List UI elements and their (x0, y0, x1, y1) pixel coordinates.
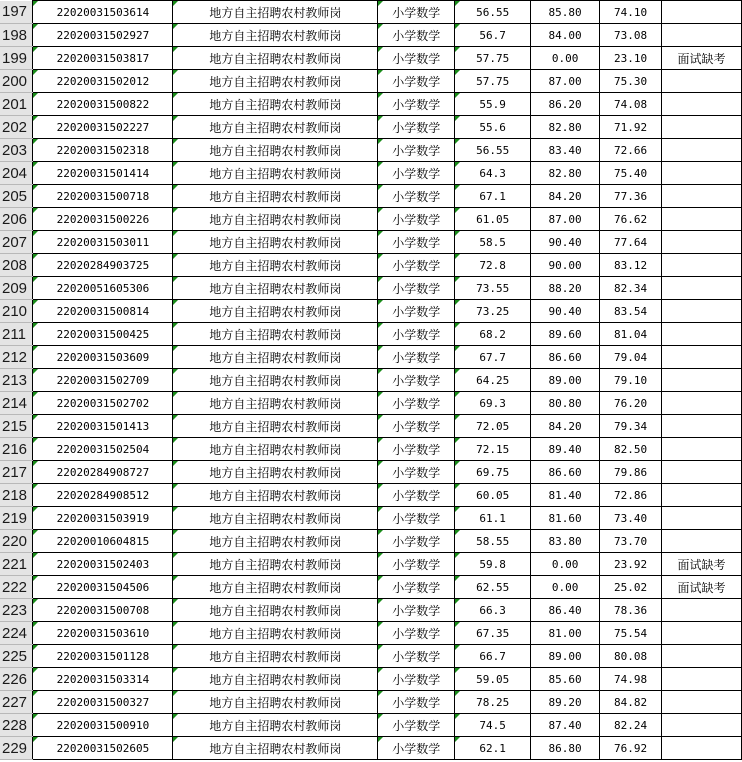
cell-note[interactable] (661, 461, 741, 484)
cell-total-score[interactable]: 84.82 (600, 691, 662, 714)
cell-note[interactable] (661, 185, 741, 208)
row-number[interactable]: 222 (0, 576, 33, 599)
cell-note[interactable] (661, 162, 741, 185)
cell-exam-id[interactable]: 22020031503817 (33, 47, 173, 70)
cell-subject[interactable]: 小学数学 (378, 369, 455, 392)
cell-interview-score[interactable]: 81.00 (531, 622, 600, 645)
cell-interview-score[interactable]: 88.20 (531, 277, 600, 300)
table-row (0, 323, 742, 346)
sheet-body (0, 1, 742, 760)
cell-exam-id[interactable]: 22020031500814 (33, 300, 173, 323)
cell-position[interactable]: 地方自主招聘农村教师岗 (173, 300, 378, 323)
table-row (0, 162, 742, 185)
cell-note[interactable] (661, 24, 741, 47)
cell-position[interactable]: 地方自主招聘农村教师岗 (173, 438, 378, 461)
cell-total-score[interactable]: 81.04 (600, 323, 662, 346)
cell-exam-id[interactable]: 22020031500425 (33, 323, 173, 346)
cell-exam-id[interactable]: 22020031503919 (33, 507, 173, 530)
cell-total-score[interactable]: 74.98 (600, 668, 662, 691)
cell-exam-id[interactable]: 22020031500226 (33, 208, 173, 231)
cell-exam-id[interactable]: 22020031502927 (33, 24, 173, 47)
cell-written-score[interactable]: 55.6 (455, 116, 531, 139)
cell-exam-id[interactable]: 22020051605306 (33, 277, 173, 300)
cell-exam-id[interactable]: 22020031501128 (33, 645, 173, 668)
table-row (0, 438, 742, 461)
cell-interview-score[interactable]: 90.40 (531, 231, 600, 254)
row-number[interactable]: 210 (0, 300, 33, 323)
cell-position[interactable]: 地方自主招聘农村教师岗 (173, 714, 378, 737)
row-number[interactable]: 225 (0, 645, 33, 668)
cell-exam-id[interactable]: 22020031502318 (33, 139, 173, 162)
cell-total-score[interactable]: 73.08 (600, 24, 662, 47)
cell-subject[interactable]: 小学数学 (378, 300, 455, 323)
table-row (0, 208, 742, 231)
row-number[interactable]: 214 (0, 392, 33, 415)
cell-position[interactable]: 地方自主招聘农村教师岗 (173, 1, 378, 24)
cell-position[interactable]: 地方自主招聘农村教师岗 (173, 231, 378, 254)
cell-written-score[interactable]: 56.7 (455, 24, 531, 47)
cell-total-score[interactable]: 79.86 (600, 461, 662, 484)
cell-note[interactable] (661, 438, 741, 461)
cell-note[interactable] (661, 93, 741, 116)
cell-interview-score[interactable]: 0.00 (531, 553, 600, 576)
row-number[interactable]: 200 (0, 70, 33, 93)
cell-interview-score[interactable]: 84.00 (531, 24, 600, 47)
cell-exam-id[interactable]: 22020031503011 (33, 231, 173, 254)
cell-position[interactable]: 地方自主招聘农村教师岗 (173, 599, 378, 622)
cell-total-score[interactable]: 77.36 (600, 185, 662, 208)
cell-interview-score[interactable]: 81.40 (531, 484, 600, 507)
table-row (0, 47, 742, 70)
cell-written-score[interactable]: 78.25 (455, 691, 531, 714)
cell-total-score[interactable]: 83.12 (600, 254, 662, 277)
cell-interview-score[interactable]: 85.80 (531, 1, 600, 24)
table-row (0, 24, 742, 47)
cell-subject[interactable]: 小学数学 (378, 24, 455, 47)
cell-written-score[interactable]: 67.1 (455, 185, 531, 208)
cell-subject[interactable]: 小学数学 (378, 668, 455, 691)
cell-total-score[interactable]: 78.36 (600, 599, 662, 622)
cell-note[interactable] (661, 691, 741, 714)
table-row (0, 484, 742, 507)
cell-total-score[interactable]: 76.62 (600, 208, 662, 231)
table-row (0, 691, 742, 714)
cell-exam-id[interactable]: 22020031501413 (33, 415, 173, 438)
cell-note[interactable] (661, 737, 741, 760)
cell-interview-score[interactable]: 86.80 (531, 737, 600, 760)
cell-subject[interactable]: 小学数学 (378, 254, 455, 277)
table-row (0, 668, 742, 691)
cell-interview-score[interactable]: 90.00 (531, 254, 600, 277)
cell-exam-id[interactable]: 22020031502702 (33, 392, 173, 415)
cell-exam-id[interactable]: 22020031500718 (33, 185, 173, 208)
table-row (0, 277, 742, 300)
table-row (0, 714, 742, 737)
table-row (0, 70, 742, 93)
cell-total-score[interactable]: 80.08 (600, 645, 662, 668)
cell-written-score[interactable]: 62.1 (455, 737, 531, 760)
cell-total-score[interactable]: 79.34 (600, 415, 662, 438)
cell-written-score[interactable]: 72.15 (455, 438, 531, 461)
cell-written-score[interactable]: 58.55 (455, 530, 531, 553)
row-number[interactable]: 205 (0, 185, 33, 208)
cell-subject[interactable]: 小学数学 (378, 714, 455, 737)
cell-note[interactable] (661, 277, 741, 300)
cell-subject[interactable]: 小学数学 (378, 461, 455, 484)
cell-interview-score[interactable]: 80.80 (531, 392, 600, 415)
row-number[interactable]: 217 (0, 461, 33, 484)
row-number[interactable]: 197 (0, 1, 33, 24)
cell-position[interactable]: 地方自主招聘农村教师岗 (173, 369, 378, 392)
cell-total-score[interactable]: 76.20 (600, 392, 662, 415)
cell-position[interactable]: 地方自主招聘农村教师岗 (173, 622, 378, 645)
cell-exam-id[interactable]: 22020031500327 (33, 691, 173, 714)
cell-interview-score[interactable]: 86.60 (531, 346, 600, 369)
cell-total-score[interactable]: 75.30 (600, 70, 662, 93)
cell-note[interactable]: 面试缺考 (661, 47, 741, 70)
cell-subject[interactable]: 小学数学 (378, 162, 455, 185)
cell-note[interactable] (661, 116, 741, 139)
cell-written-score[interactable]: 69.75 (455, 461, 531, 484)
cell-interview-score[interactable]: 84.20 (531, 185, 600, 208)
cell-total-score[interactable]: 25.02 (600, 576, 662, 599)
cell-position[interactable]: 地方自主招聘农村教师岗 (173, 323, 378, 346)
cell-interview-score[interactable]: 86.60 (531, 461, 600, 484)
row-number[interactable]: 211 (0, 323, 33, 346)
cell-position[interactable]: 地方自主招聘农村教师岗 (173, 507, 378, 530)
cell-written-score[interactable]: 73.25 (455, 300, 531, 323)
cell-note[interactable] (661, 507, 741, 530)
row-number[interactable]: 224 (0, 622, 33, 645)
cell-exam-id[interactable]: 22020031503614 (33, 1, 173, 24)
cell-subject[interactable]: 小学数学 (378, 438, 455, 461)
cell-subject[interactable]: 小学数学 (378, 691, 455, 714)
cell-written-score[interactable]: 58.5 (455, 231, 531, 254)
cell-interview-score[interactable]: 82.80 (531, 116, 600, 139)
cell-position[interactable]: 地方自主招聘农村教师岗 (173, 553, 378, 576)
table-row (0, 622, 742, 645)
cell-position[interactable]: 地方自主招聘农村教师岗 (173, 254, 378, 277)
cell-interview-score[interactable]: 83.40 (531, 139, 600, 162)
cell-position[interactable]: 地方自主招聘农村教师岗 (173, 93, 378, 116)
table-row (0, 254, 742, 277)
cell-exam-id[interactable]: 22020284908512 (33, 484, 173, 507)
cell-total-score[interactable]: 82.50 (600, 438, 662, 461)
cell-interview-score[interactable]: 81.60 (531, 507, 600, 530)
cell-position[interactable]: 地方自主招聘农村教师岗 (173, 668, 378, 691)
cell-subject[interactable]: 小学数学 (378, 622, 455, 645)
cell-exam-id[interactable]: 22020031502227 (33, 116, 173, 139)
cell-interview-score[interactable]: 0.00 (531, 47, 600, 70)
cell-position[interactable]: 地方自主招聘农村教师岗 (173, 24, 378, 47)
cell-written-score[interactable]: 66.7 (455, 645, 531, 668)
row-number[interactable]: 212 (0, 346, 33, 369)
cell-written-score[interactable]: 72.8 (455, 254, 531, 277)
table-row (0, 737, 742, 760)
cell-position[interactable]: 地方自主招聘农村教师岗 (173, 415, 378, 438)
cell-position[interactable]: 地方自主招聘农村教师岗 (173, 392, 378, 415)
cell-note[interactable] (661, 231, 741, 254)
cell-interview-score[interactable]: 87.00 (531, 70, 600, 93)
table-row (0, 300, 742, 323)
cell-exam-id[interactable]: 22020031502012 (33, 70, 173, 93)
cell-interview-score[interactable]: 87.40 (531, 714, 600, 737)
cell-written-score[interactable]: 61.05 (455, 208, 531, 231)
cell-note[interactable] (661, 1, 741, 24)
cell-written-score[interactable]: 57.75 (455, 47, 531, 70)
cell-subject[interactable]: 小学数学 (378, 415, 455, 438)
cell-note[interactable] (661, 392, 741, 415)
row-number[interactable]: 207 (0, 231, 33, 254)
cell-written-score[interactable]: 56.55 (455, 139, 531, 162)
table-row (0, 346, 742, 369)
cell-exam-id[interactable]: 22020031502709 (33, 369, 173, 392)
cell-interview-score[interactable]: 86.40 (531, 599, 600, 622)
cell-interview-score[interactable]: 90.40 (531, 300, 600, 323)
cell-subject[interactable]: 小学数学 (378, 323, 455, 346)
cell-written-score[interactable]: 64.25 (455, 369, 531, 392)
cell-total-score[interactable]: 73.40 (600, 507, 662, 530)
cell-note[interactable] (661, 530, 741, 553)
cell-position[interactable]: 地方自主招聘农村教师岗 (173, 484, 378, 507)
cell-subject[interactable]: 小学数学 (378, 231, 455, 254)
cell-exam-id[interactable]: 22020284903725 (33, 254, 173, 277)
cell-written-score[interactable]: 66.3 (455, 599, 531, 622)
row-number[interactable]: 227 (0, 691, 33, 714)
cell-note[interactable] (661, 599, 741, 622)
cell-exam-id[interactable]: 22020031502504 (33, 438, 173, 461)
cell-note[interactable] (661, 346, 741, 369)
cell-note[interactable] (661, 484, 741, 507)
cell-note[interactable] (661, 300, 741, 323)
cell-total-score[interactable]: 73.70 (600, 530, 662, 553)
table-row (0, 1, 742, 24)
cell-note[interactable] (661, 70, 741, 93)
cell-interview-score[interactable]: 83.80 (531, 530, 600, 553)
cell-interview-score[interactable]: 82.80 (531, 162, 600, 185)
row-number[interactable]: 228 (0, 714, 33, 737)
cell-interview-score[interactable]: 87.00 (531, 208, 600, 231)
row-number[interactable]: 203 (0, 139, 33, 162)
cell-subject[interactable]: 小学数学 (378, 139, 455, 162)
cell-exam-id[interactable]: 22020031502605 (33, 737, 173, 760)
cell-note[interactable] (661, 622, 741, 645)
cell-exam-id[interactable]: 22020031502403 (33, 553, 173, 576)
row-number[interactable]: 213 (0, 369, 33, 392)
cell-exam-id[interactable]: 22020031503314 (33, 668, 173, 691)
cell-exam-id[interactable]: 22020031503610 (33, 622, 173, 645)
row-number[interactable]: 202 (0, 116, 33, 139)
cell-note[interactable] (661, 369, 741, 392)
cell-position[interactable]: 地方自主招聘农村教师岗 (173, 47, 378, 70)
table-row (0, 231, 742, 254)
cell-total-score[interactable]: 75.40 (600, 162, 662, 185)
cell-total-score[interactable]: 79.10 (600, 369, 662, 392)
cell-written-score[interactable]: 57.75 (455, 70, 531, 93)
cell-subject[interactable]: 小学数学 (378, 392, 455, 415)
cell-total-score[interactable]: 75.54 (600, 622, 662, 645)
cell-note[interactable] (661, 139, 741, 162)
table-row (0, 576, 742, 599)
cell-exam-id[interactable]: 22020284908727 (33, 461, 173, 484)
cell-subject[interactable]: 小学数学 (378, 1, 455, 24)
cell-position[interactable]: 地方自主招聘农村教师岗 (173, 530, 378, 553)
cell-total-score[interactable]: 82.24 (600, 714, 662, 737)
table-row (0, 139, 742, 162)
cell-interview-score[interactable]: 89.60 (531, 323, 600, 346)
cell-subject[interactable]: 小学数学 (378, 599, 455, 622)
cell-position[interactable]: 地方自主招聘农村教师岗 (173, 277, 378, 300)
cell-position[interactable]: 地方自主招聘农村教师岗 (173, 737, 378, 760)
cell-written-score[interactable]: 72.05 (455, 415, 531, 438)
table-row (0, 461, 742, 484)
cell-written-score[interactable]: 60.05 (455, 484, 531, 507)
cell-written-score[interactable]: 67.7 (455, 346, 531, 369)
row-number[interactable]: 219 (0, 507, 33, 530)
cell-interview-score[interactable]: 0.00 (531, 576, 600, 599)
row-number[interactable]: 209 (0, 277, 33, 300)
table-row (0, 599, 742, 622)
cell-note[interactable] (661, 714, 741, 737)
cell-position[interactable]: 地方自主招聘农村教师岗 (173, 691, 378, 714)
cell-note[interactable] (661, 645, 741, 668)
cell-exam-id[interactable]: 22020010604815 (33, 530, 173, 553)
cell-subject[interactable]: 小学数学 (378, 645, 455, 668)
row-number[interactable]: 218 (0, 484, 33, 507)
cell-note[interactable] (661, 415, 741, 438)
cell-written-score[interactable]: 61.1 (455, 507, 531, 530)
cell-total-score[interactable]: 74.08 (600, 93, 662, 116)
cell-written-score[interactable]: 68.2 (455, 323, 531, 346)
cell-exam-id[interactable]: 22020031501414 (33, 162, 173, 185)
cell-position[interactable]: 地方自主招聘农村教师岗 (173, 70, 378, 93)
table-row (0, 645, 742, 668)
cell-exam-id[interactable]: 22020031500910 (33, 714, 173, 737)
cell-subject[interactable]: 小学数学 (378, 277, 455, 300)
row-number[interactable]: 199 (0, 47, 33, 70)
table-row (0, 392, 742, 415)
cell-note[interactable] (661, 254, 741, 277)
cell-position[interactable]: 地方自主招聘农村教师岗 (173, 185, 378, 208)
cell-position[interactable]: 地方自主招聘农村教师岗 (173, 116, 378, 139)
row-number[interactable]: 221 (0, 553, 33, 576)
table-row (0, 415, 742, 438)
cell-note[interactable] (661, 208, 741, 231)
cell-total-score[interactable]: 83.54 (600, 300, 662, 323)
cell-subject[interactable]: 小学数学 (378, 47, 455, 70)
cell-written-score[interactable]: 59.8 (455, 553, 531, 576)
cell-exam-id[interactable]: 22020031503609 (33, 346, 173, 369)
cell-total-score[interactable]: 23.92 (600, 553, 662, 576)
cell-written-score[interactable]: 55.9 (455, 93, 531, 116)
cell-total-score[interactable]: 72.86 (600, 484, 662, 507)
cell-interview-score[interactable]: 85.60 (531, 668, 600, 691)
cell-subject[interactable]: 小学数学 (378, 70, 455, 93)
cell-total-score[interactable]: 76.92 (600, 737, 662, 760)
row-number[interactable]: 216 (0, 438, 33, 461)
row-number[interactable]: 201 (0, 93, 33, 116)
cell-subject[interactable]: 小学数学 (378, 116, 455, 139)
cell-written-score[interactable]: 73.55 (455, 277, 531, 300)
cell-interview-score[interactable]: 86.20 (531, 93, 600, 116)
row-number[interactable]: 204 (0, 162, 33, 185)
row-number[interactable]: 226 (0, 668, 33, 691)
cell-total-score[interactable]: 79.04 (600, 346, 662, 369)
cell-total-score[interactable]: 71.92 (600, 116, 662, 139)
cell-written-score[interactable]: 69.3 (455, 392, 531, 415)
cell-note[interactable] (661, 668, 741, 691)
cell-total-score[interactable]: 82.34 (600, 277, 662, 300)
cell-total-score[interactable]: 74.10 (600, 1, 662, 24)
cell-position[interactable]: 地方自主招聘农村教师岗 (173, 139, 378, 162)
table-row (0, 553, 742, 576)
cell-position[interactable]: 地方自主招聘农村教师岗 (173, 461, 378, 484)
cell-subject[interactable]: 小学数学 (378, 208, 455, 231)
table-row (0, 93, 742, 116)
cell-total-score[interactable]: 23.10 (600, 47, 662, 70)
cell-note[interactable] (661, 323, 741, 346)
cell-interview-score[interactable]: 89.40 (531, 438, 600, 461)
cell-interview-score[interactable]: 89.00 (531, 369, 600, 392)
cell-written-score[interactable]: 74.5 (455, 714, 531, 737)
cell-exam-id[interactable]: 22020031500822 (33, 93, 173, 116)
cell-subject[interactable]: 小学数学 (378, 346, 455, 369)
cell-subject[interactable]: 小学数学 (378, 185, 455, 208)
row-number[interactable]: 215 (0, 415, 33, 438)
table-row (0, 369, 742, 392)
row-number[interactable]: 229 (0, 737, 33, 760)
table-row (0, 530, 742, 553)
cell-total-score[interactable]: 72.66 (600, 139, 662, 162)
cell-interview-score[interactable]: 89.00 (531, 645, 600, 668)
cell-subject[interactable]: 小学数学 (378, 93, 455, 116)
cell-note[interactable]: 面试缺考 (661, 553, 741, 576)
cell-interview-score[interactable]: 89.20 (531, 691, 600, 714)
row-number[interactable]: 208 (0, 254, 33, 277)
cell-position[interactable]: 地方自主招聘农村教师岗 (173, 208, 378, 231)
cell-written-score[interactable]: 59.05 (455, 668, 531, 691)
cell-subject[interactable]: 小学数学 (378, 530, 455, 553)
table-row (0, 507, 742, 530)
cell-exam-id[interactable]: 22020031500708 (33, 599, 173, 622)
cell-subject[interactable]: 小学数学 (378, 553, 455, 576)
cell-written-score[interactable]: 67.35 (455, 622, 531, 645)
cell-position[interactable]: 地方自主招聘农村教师岗 (173, 162, 378, 185)
cell-subject[interactable]: 小学数学 (378, 576, 455, 599)
cell-subject[interactable]: 小学数学 (378, 507, 455, 530)
cell-exam-id[interactable]: 22020031504506 (33, 576, 173, 599)
row-number[interactable]: 223 (0, 599, 33, 622)
cell-written-score[interactable]: 56.55 (455, 1, 531, 24)
cell-subject[interactable]: 小学数学 (378, 484, 455, 507)
cell-written-score[interactable]: 64.3 (455, 162, 531, 185)
cell-subject[interactable]: 小学数学 (378, 737, 455, 760)
row-number[interactable]: 206 (0, 208, 33, 231)
row-number[interactable]: 198 (0, 24, 33, 47)
cell-total-score[interactable]: 77.64 (600, 231, 662, 254)
row-number[interactable]: 220 (0, 530, 33, 553)
cell-position[interactable]: 地方自主招聘农村教师岗 (173, 645, 378, 668)
cell-position[interactable]: 地方自主招聘农村教师岗 (173, 346, 378, 369)
cell-position[interactable]: 地方自主招聘农村教师岗 (173, 576, 378, 599)
cell-note[interactable]: 面试缺考 (661, 576, 741, 599)
table-row (0, 116, 742, 139)
cell-interview-score[interactable]: 84.20 (531, 415, 600, 438)
table-row (0, 185, 742, 208)
cell-written-score[interactable]: 62.55 (455, 576, 531, 599)
